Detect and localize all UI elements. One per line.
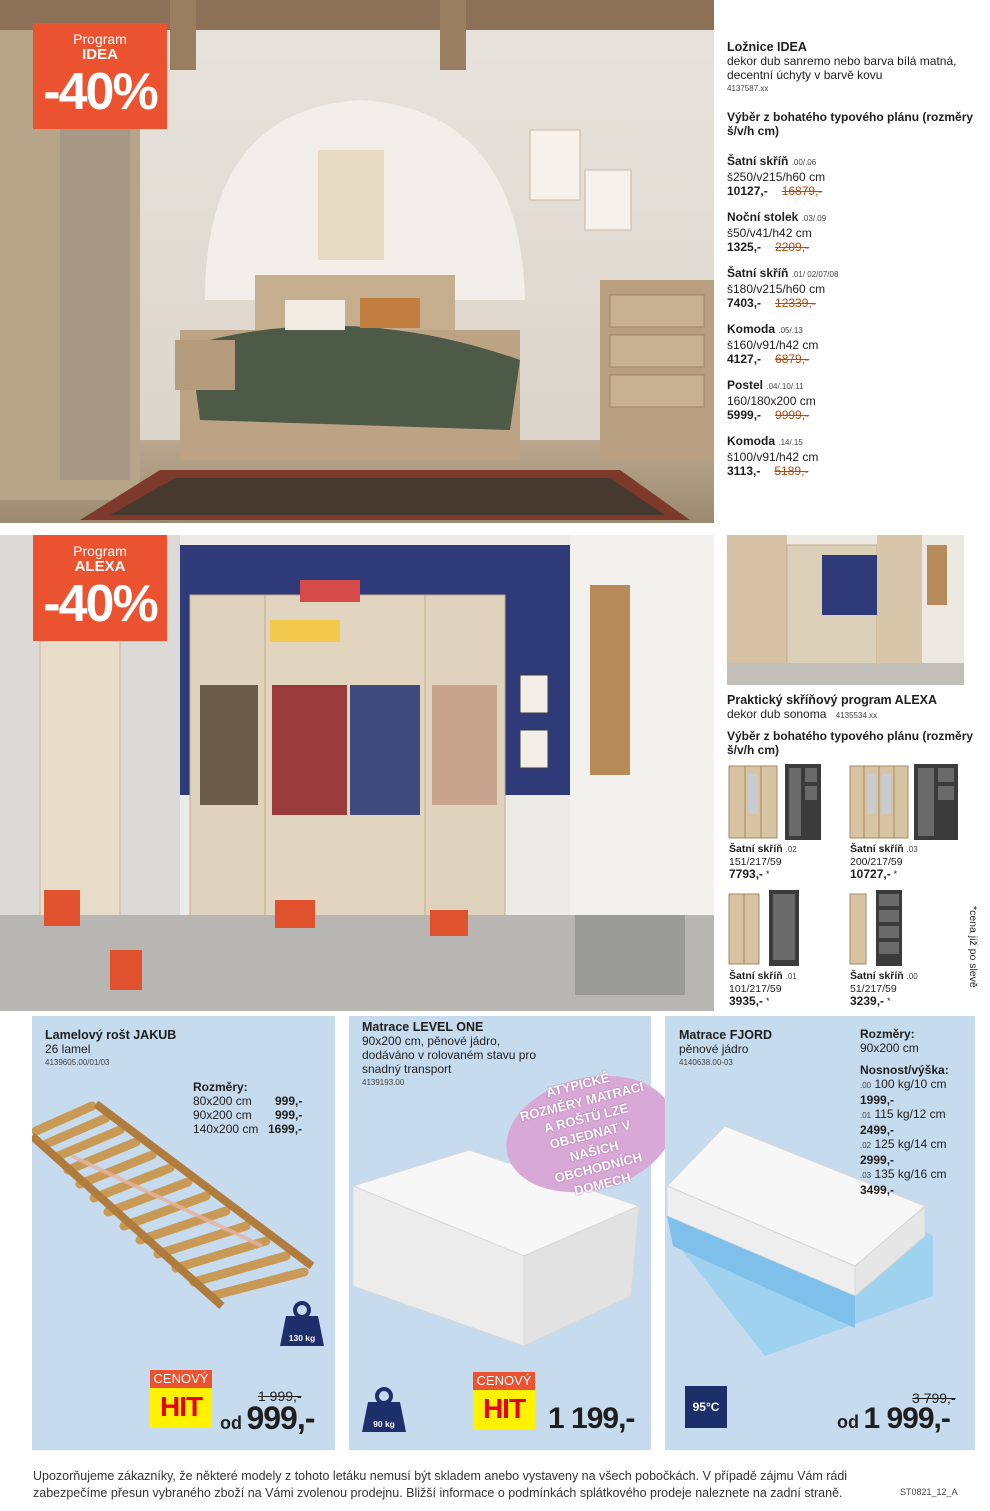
item-name: Komoda [727,322,775,336]
size-price: 999,- [275,1108,303,1122]
jakub-old-price: 1 999,- [258,1388,302,1404]
idea-choose: Výběr z bohatého typového plánu (rozměry š/v/h cm) [727,110,974,138]
level-one-title: Matrace LEVEL ONE [362,1020,484,1034]
wardrobe-thumb-00 [848,888,908,968]
footer-code: ST0821_12_A [900,1487,958,1497]
variant-code: .00 [860,1081,872,1090]
item-star: * [886,996,891,1006]
idea-description: dekor dub sanremo nebo barva bílá matná, decentní úchyty v barvě kovu [727,54,957,82]
fjord-size: 90x200 cm [860,1041,919,1055]
size-row [193,1122,333,1136]
item-dims: š180/v215/h60 cm [727,282,826,296]
fjord-old-price: 3 799,- [912,1390,956,1406]
level-one-text [362,1020,542,1090]
variant-spec: 135 kg/16 cm [874,1167,947,1181]
jakub-price-row [220,1400,314,1437]
item-name: Šatní skříň [850,970,904,982]
sticker-text: ATYPICKÉ ROZMĚRY MATRACÍ A ROŠTŮ LZE OBJEDNAT V NAŠICH OBCHODNÍCH DOMECH [518,1069,646,1198]
item-code: .03/.09 [801,214,827,223]
jakub-sizes [193,1080,333,1136]
jakub-code: 4139605.00/01/03 [45,1058,110,1067]
jakub-text [45,1028,245,1070]
fjord-variant [860,1167,972,1197]
item-name: Noční stolek [727,210,799,224]
price-after-discount-note: *cena již po slevě [967,906,979,988]
variant-price: 3499,- [860,1183,895,1197]
item-code: .01 [785,972,797,981]
washable-95-badge: 95°C [685,1386,727,1428]
item-price: 7403,- [727,296,762,310]
item-name: Šatní skříň [850,843,904,855]
item-code: .00 [906,972,918,981]
item-price: 10127,- [727,184,768,198]
variant-price: 2999,- [860,1153,895,1167]
idea-title: Ložnice IDEA [727,40,807,54]
item-code: .02 [785,845,797,854]
item-price: 10727,- [850,867,891,881]
item-name: Postel [727,378,764,392]
alexa-description: dekor dub sonoma [727,707,827,721]
variant-price: 1999,- [860,1093,895,1107]
item-dims: 151/217/59 [729,856,782,868]
item-star: * [893,869,898,879]
item-star: * [765,996,770,1006]
item-name: Šatní skříň [729,970,783,982]
item-dims: 200/217/59 [850,856,903,868]
hit-top: CENOVÝ [473,1372,535,1390]
item-old-price: 6879,- [775,352,810,366]
item-code: .00/.06 [791,158,817,167]
level-one-price-hit-badge [473,1372,535,1430]
item-dims: š50/v41/h42 cm [727,226,812,240]
idea-discount-badge [33,23,167,129]
size-value: 140x200 cm [193,1122,259,1136]
size-price: 999,- [275,1094,303,1108]
size-value: 90x200 cm [193,1108,252,1122]
fjord-price: 1 999,- [863,1402,950,1435]
hit-top: CENOVÝ [150,1370,212,1388]
size-price: 1699,- [268,1122,303,1136]
fjord-specs [860,1027,972,1197]
item-dims: š250/v215/h60 cm [727,170,826,184]
item-old-price: 5189,- [774,464,809,478]
sizes-label: Rozměry: [193,1080,248,1094]
level-one-description: 90x200 cm, pěnové jádro, dodáváno v rolovaném stavu pro snadný transport [362,1034,537,1076]
idea-item-4 [727,322,977,366]
idea-info-column [727,40,977,478]
alexa-item-03 [850,843,970,881]
alexa-item-01 [729,970,849,1008]
item-price: 5999,- [727,408,762,422]
variant-price: 2499,- [860,1123,895,1137]
size-row [193,1094,333,1108]
alexa-item-02 [729,843,849,881]
variant-code: .02 [860,1141,872,1150]
fjord-subtitle: pěnové jádro [679,1042,749,1056]
size-row [193,1108,333,1122]
idea-code: 4137587.xx [727,84,769,93]
fjord-price-row [837,1402,950,1436]
alexa-corner-photo [727,535,964,685]
badge-program-name: IDEA [82,46,118,63]
idea-item-1 [727,154,977,198]
badge-discount: -40% [43,63,157,121]
alexa-choose: Výběr z bohatého typového plánu (rozměry š/v/h cm) [727,729,974,757]
item-code: .01/ 02/07/08 [791,270,839,279]
footer-disclaimer: Upozorňujeme zákazníky, že některé modely z tohoto letáku nemusí být skladem anebo vystaveny na všech pobočkách. V případě zájmu Vám rádi zabezpečíme přesun vybraného zboží na Vámi zvolenou prodejnu. Bližší informace o podmínkách splátkového prodeje naleznete na zadní straně. [33,1469,848,1500]
item-old-price: 9999,- [775,408,810,422]
idea-item-3 [727,266,977,310]
wardrobe-thumb-03 [848,762,960,842]
fjord-load-label: Nosnost/výška: [860,1063,949,1077]
item-code: .05/.13 [778,326,803,335]
item-code: .04/.10/.11 [766,382,804,391]
fjord-size-label: Rozměry: [860,1027,915,1041]
price-od: od [220,1413,242,1433]
item-name: Šatní skříň [727,154,789,168]
wardrobe-thumb-02 [727,762,823,842]
hit-bottom: HIT [482,1393,526,1424]
item-price: 1325,- [727,240,762,254]
item-name: Šatní skříň [729,843,783,855]
item-price: 3239,- [850,994,885,1008]
jakub-subtitle: 26 lamel [45,1042,91,1056]
alexa-title: Praktický skříňový program ALEXA [727,693,938,707]
alexa-info-column [727,693,977,757]
level-one-code: 4139193.00 [362,1078,405,1087]
variant-spec: 100 kg/10 cm [874,1077,947,1091]
variant-code: .01 [860,1111,872,1120]
idea-item-6 [727,434,977,478]
jakub-weight: 130 kg [288,1333,316,1343]
hit-bottom: HIT [159,1391,203,1422]
item-dims: 51/217/59 [850,983,897,995]
item-price: 3113,- [727,464,761,478]
idea-item-5 [727,378,977,422]
size-value: 80x200 cm [193,1094,252,1108]
item-dims: š160/v91/h42 cm [727,338,819,352]
fjord-text [679,1028,849,1070]
badge-discount: -40% [43,575,157,633]
idea-item-2 [727,210,977,254]
item-dims: 101/217/59 [729,983,782,995]
fjord-code: 4140638.00-03 [679,1058,733,1067]
badge-program-name: ALEXA [74,558,126,575]
item-name: Šatní skříň [727,266,789,280]
alexa-item-00 [850,970,970,1008]
badge-program-label: Program [73,543,127,559]
item-star: * [765,869,770,879]
item-code: .14/.15 [778,438,803,447]
fjord-title: Matrace FJORD [679,1028,773,1042]
item-dims: 160/180x200 cm [727,394,816,408]
fjord-variant [860,1107,972,1137]
variant-spec: 125 kg/14 cm [874,1137,947,1151]
level-one-price: 1 199,- [548,1402,635,1435]
item-old-price: 12339,- [775,296,816,310]
item-old-price: 2209,- [775,240,810,254]
alexa-discount-badge [33,535,167,641]
badge-program-label: Program [73,31,127,47]
variant-spec: 115 kg/12 cm [874,1107,946,1121]
price-od: od [837,1412,859,1432]
item-old-price: 16879,- [781,184,823,198]
item-price: 7793,- [729,867,764,881]
jakub-price: 999,- [246,1400,315,1436]
jakub-price-hit-badge [150,1370,212,1428]
fjord-variant [860,1137,972,1167]
item-name: Komoda [727,434,775,448]
jakub-title: Lamelový rošt JAKUB [45,1028,177,1042]
wardrobe-thumb-01 [727,888,807,968]
item-price: 3935,- [729,994,764,1008]
item-code: .03 [906,845,918,854]
level-one-weight: 90 kg [373,1419,395,1429]
item-dims: š100/v91/h42 cm [727,450,819,464]
variant-code: .03 [860,1171,872,1180]
fjord-variant [860,1077,972,1107]
alexa-code: 4135534.xx [835,711,878,720]
item-price: 4127,- [727,352,762,366]
